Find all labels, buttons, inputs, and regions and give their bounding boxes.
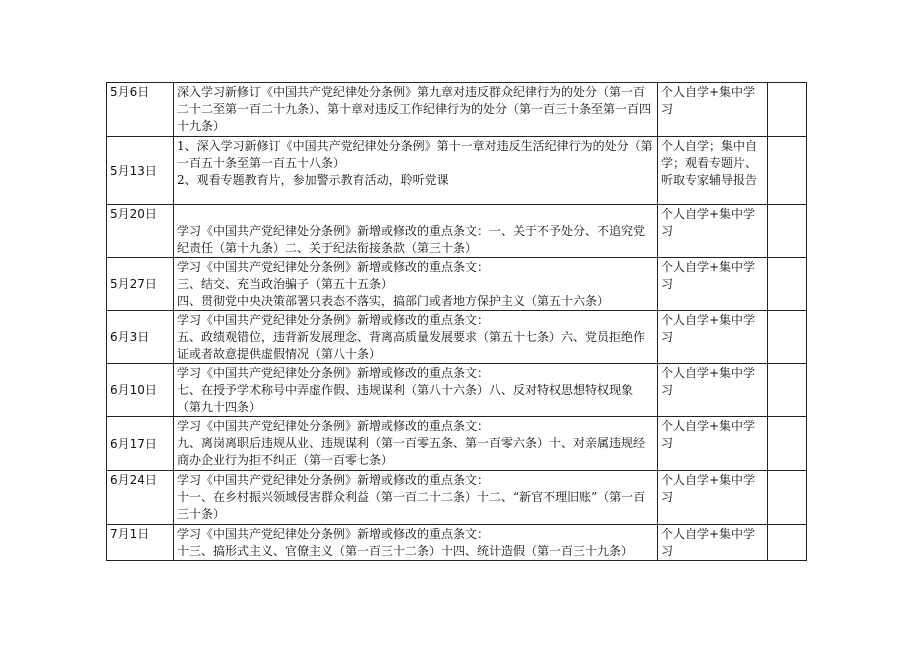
study-mode-cell: 个人自学+集中学习 [658,525,768,561]
content-line: 学习《中国共产党纪律处分条例》新增或修改的重点条文： [177,260,490,274]
study-mode-cell: 个人自学+集中学习 [658,311,768,364]
content-line: 学习《中国共产党纪律处分条例》新增或修改的重点条文： [177,419,490,433]
study-mode-cell: 个人自学+集中学习 [658,258,768,311]
blank-cell [768,364,807,417]
table-row [107,311,807,364]
content-cell [174,205,658,258]
blank-cell [768,83,807,137]
content-line: 1、深入学习新修订《中国共产党纪律处分条例》第十一章对违反生活纪律行为的处分（第一百五十条至第一百五十八条） [177,139,653,170]
content-line: 学习《中国共产党纪律处分条例》新增或修改的重点条文： [177,366,490,380]
study-mode-cell: 个人自学+集中学习 [658,205,768,258]
study-mode-cell: 个人自学+集中学习 [658,83,768,137]
content-line: 学习《中国共产党纪律处分条例》新增或修改的重点条文： [177,527,490,541]
content-line: 学习《中国共产党纪律处分条例》新增或修改的重点条文： [177,473,490,487]
table-row [107,83,807,137]
date-cell: 5月27日 [107,258,174,311]
blank-cell [768,137,807,205]
table-row [107,364,807,417]
blank-cell [768,417,807,471]
content-line: 十三、搞形式主义、官僚主义（第一百三十二条）十四、统计造假（第一百三十九条） [177,544,634,558]
table-row [107,258,807,311]
table-row [107,471,807,525]
blank-cell [768,525,807,561]
date-cell: 7月1日 [107,525,174,561]
content-line: 五、政绩观错位，违背新发展理念、背离高质量发展要求（第五十七条）六、党员拒绝作证或者故意提供虚假情况（第八十条） [177,330,646,361]
content-cell [174,258,658,311]
content-cell [174,417,658,471]
date-cell: 5月6日 [107,83,174,137]
content-line: 四、贯彻党中央决策部署只表态不落实，搞部门或者地方保护主义（第五十六条） [177,294,610,308]
content-cell [174,471,658,525]
content-line: 十一、在乡村振兴领域侵害群众利益（第一百二十二条）十二、“新官不理旧账”（第一百三十条） [177,490,646,521]
study-schedule-table [106,82,807,561]
study-mode-cell: 个人自学+集中学习 [658,471,768,525]
content-cell [174,83,658,137]
content-cell [174,525,658,561]
table-row [107,417,807,471]
study-mode-cell: 个人自学+集中学习 [658,364,768,417]
content-cell [174,311,658,364]
content-cell [174,137,658,205]
blank-cell [768,205,807,258]
blank-cell [768,471,807,525]
table-row [107,205,807,258]
study-mode-cell: 个人自学+集中学习 [658,417,768,471]
table-row [107,525,807,561]
content-line: 三、结交、充当政治骗子（第五十五条） [177,277,394,291]
blank-cell [768,311,807,364]
date-cell: 6月3日 [107,311,174,364]
date-cell: 6月24日 [107,471,174,525]
blank-cell [768,258,807,311]
content-cell [174,364,658,417]
date-cell: 5月20日 [107,205,174,258]
date-cell: 6月17日 [107,417,174,471]
content-line: 深入学习新修订《中国共产党纪律处分条例》第九章对违反群众纪律行为的处分（第一百二十二至第一百二十九条）、第十章对违反工作纪律行为的处分（第一百三十条至第一百四十九条） [177,85,652,133]
content-line: 九、离岗离职后违规从业、违规谋利（第一百零五条、第一百零六条）十、对亲属违规经商办企业行为拒不纠正（第一百零七条） [177,436,646,467]
table-row [107,137,807,205]
content-line: 学习《中国共产党纪律处分条例》新增或修改的重点条文： [177,313,490,327]
date-cell: 6月10日 [107,364,174,417]
content-line: 七、在授予学术称号中弄虚作假、违规谋利（第八十六条）八、反对特权思想特权现象（第九十四条） [177,383,634,414]
content-line: 2、观看专题教育片，参加警示教育活动，聆听党课 [177,173,449,187]
date-cell: 5月13日 [107,137,174,205]
content-line: 学习《中国共产党纪律处分条例》新增或修改的重点条文：一、关于不予处分、不追究党纪责任（第十九条）二、关于纪法衔接条款（第三十条） [177,224,646,255]
study-mode-cell: 个人自学；集中自学；观看专题片、听取专家辅导报告 [658,137,768,205]
